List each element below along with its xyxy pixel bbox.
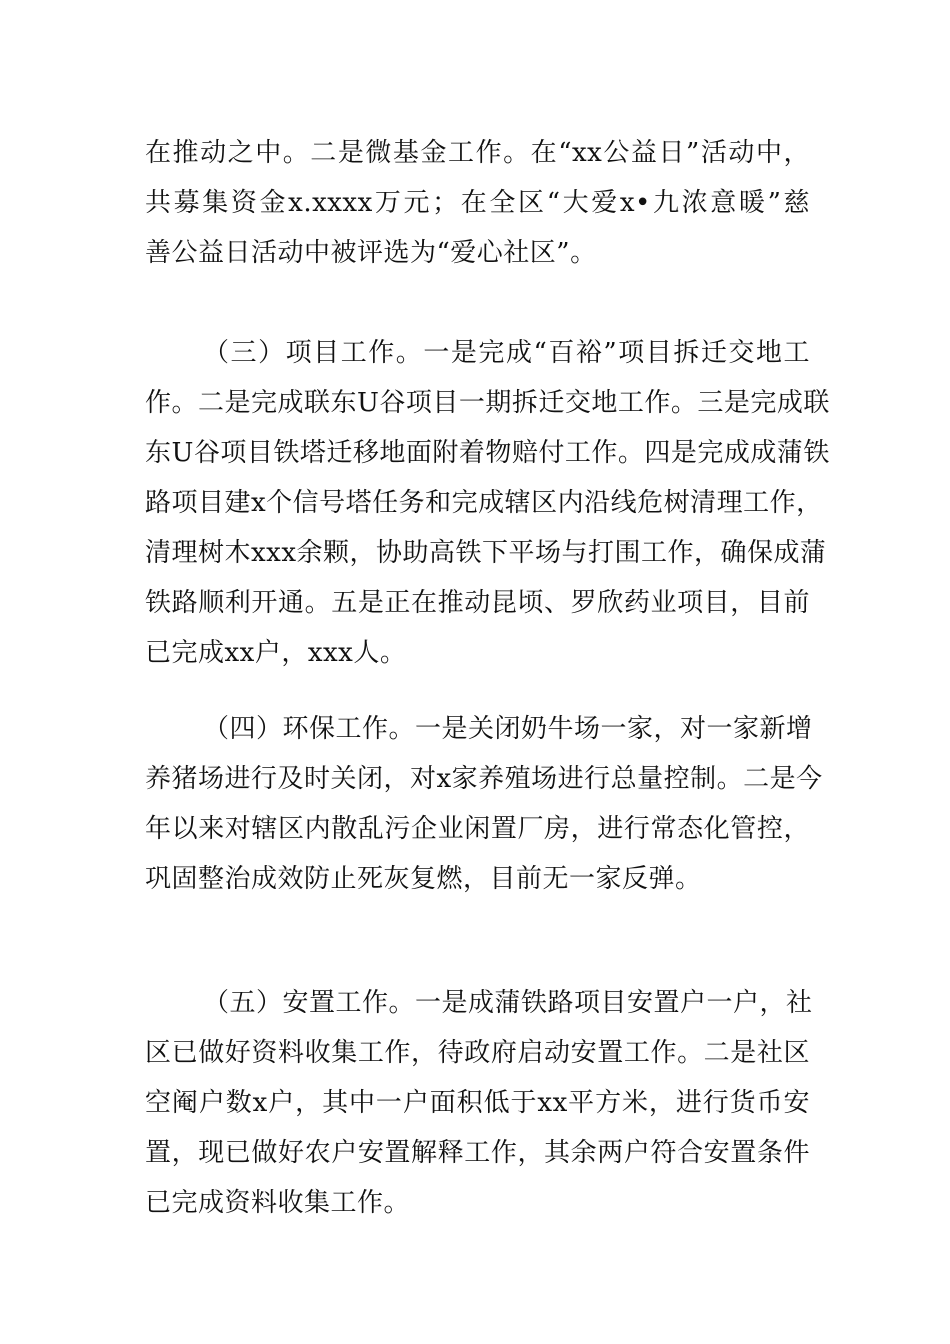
text-line: 年以来对辖区内散乱污企业闲置厂房，进行常态化管控， [145,814,810,844]
text-line: 巩固整治成效防止死灰复燃，目前无一家反弹。 [145,864,702,894]
text-line: 清理树木xxx余颗，协助高铁下平场与打围工作，确保成蒲 [145,538,827,568]
paragraph-resettlement-work [145,978,813,1228]
text-line: 铁路顺利开通。五是正在推动昆顷、罗欣药业项目，目前 [145,588,810,618]
text-line: （五）安置工作。一是成蒲铁路项目安置户一户，社 [203,988,813,1018]
text-line: 空阉户数x户，其中一户面积低于xx平方米，进行货币安 [145,1088,810,1118]
text-line: 已完成资料收集工作。 [145,1188,411,1218]
paragraph-environment-work [145,704,823,904]
text-line: 东U谷项目铁塔迁移地面附着物赔付工作。四是完成成蒲铁 [145,438,830,468]
text-line: 共募集资金x.xxxx万元；在全区“大爱x•九浓意暖”慈 [145,188,810,218]
text-line: （三）项目工作。一是完成“百裕”项目拆迁交地工 [203,338,810,368]
paragraph-continuation [145,128,810,278]
text-line: 路项目建x个信号塔任务和完成辖区内沿线危树清理工作， [145,488,823,518]
text-line: 在推动之中。二是微基金工作。在“xx公益日”活动中， [145,138,810,168]
paragraph-project-work [145,328,830,678]
text-line: 已完成xx户，xxx人。 [145,638,407,668]
text-line: 区已做好资料收集工作，待政府启动安置工作。二是社区 [145,1038,810,1068]
text-line: 养猪场进行及时关闭，对x家养殖场进行总量控制。二是今 [145,764,823,794]
text-line: （四）环保工作。一是关闭奶牛场一家，对一家新增 [203,714,813,744]
text-line: 置，现已做好农户安置解释工作，其余两户符合安置条件 [145,1138,810,1168]
text-line: 善公益日活动中被评选为“爱心社区”。 [145,238,597,268]
text-line: 作。二是完成联东U谷项目一期拆迁交地工作。三是完成联 [145,388,830,418]
